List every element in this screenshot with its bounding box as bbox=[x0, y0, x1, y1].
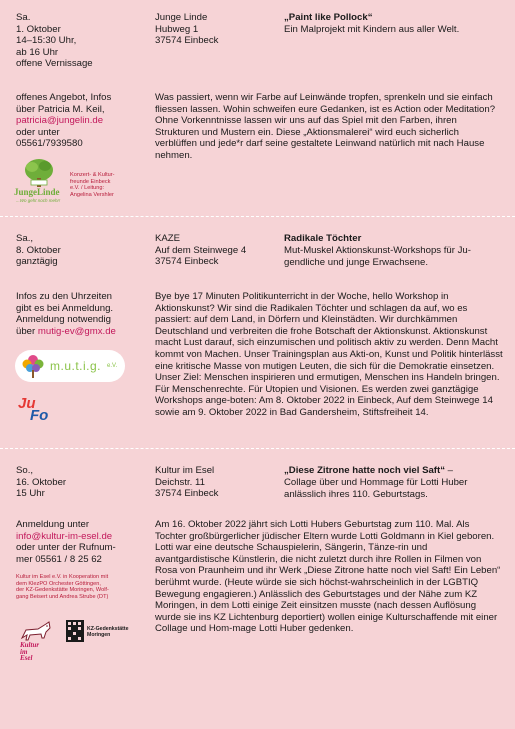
kz-gedenkstaette-logo: KZ-Gedenkstätte Moringen bbox=[66, 620, 146, 660]
event-description: Was passiert, wenn wir Farbe auf Leinwände tropfen, sprenkeln und sie einfach fliessen lassen. Wohin schweifen eure Gedanken, ist es Action oder Meditation? Ohne Vorkenntnisse lassen wir uns auf das Spiel mit den Farben, ihren Strukturen und Mustern ein. Diese „Aktionsmalerei“ wird euch sicherlich verblüffen und jede*r darf seine gestaltete Leinwand natürlich mit nach Hause nehmen. bbox=[155, 92, 496, 161]
event-info: Anmeldung unter info@kultur-im-esel.de oder unter der Rufnum- mer 05561 / 8 25 62 bbox=[16, 519, 116, 565]
event-info: offenes Angebot, Infos über Patricia M. Keil, patricia@jungelin.de oder unter 05561/7939580 bbox=[16, 92, 112, 150]
event-subtitle: Collage über und Hommage für Lotti Huber anlässlich ihres 110. Geburtstags. bbox=[284, 477, 468, 500]
event-subtitle: Mut-Muskel Aktionskunst-Workshops für Ju- gendliche und junge Erwachsene. bbox=[284, 245, 471, 268]
tree-icon bbox=[19, 352, 47, 380]
event-info: Infos zu den Uhrzeiten gibt es bei Anmeldung. Anmeldung notwendig über mutig-ev@gmx.de bbox=[16, 291, 116, 337]
junge-linde-logo: JungeLinde ...Wo geht noch mehr! bbox=[14, 158, 64, 204]
event-title: Radikale Töchter bbox=[284, 233, 362, 244]
kultur-im-esel-logo: Kultur im Esel bbox=[16, 620, 56, 664]
email-link[interactable]: mutig-ev@gmx.de bbox=[37, 325, 116, 337]
event-date: Sa. 1. Oktober 14–15:30 Uhr, ab 16 Uhr offene Vernissage bbox=[16, 12, 93, 70]
partner-note: Konzert- & Kultur- freunde Einbeck e.V. / Leitung: Angelina Vershler bbox=[70, 172, 115, 198]
mutig-logo: m.u.t.i.g. e.V. bbox=[15, 350, 125, 382]
event-title: „Paint like Pollock“ bbox=[284, 12, 373, 23]
tree-icon bbox=[14, 158, 64, 188]
divider bbox=[0, 448, 515, 449]
event-date: So., 16. Oktober 15 Uhr bbox=[16, 465, 67, 500]
partner-note: Kultur im Esel e.V. in Kooperation mit dem KlezPO Orchester Göttingen, der KZ-Gedenkstätte Moringen, Wolf- gang Beisert und Andrea Strube (DT) bbox=[16, 574, 109, 600]
event-subtitle: Ein Malprojekt mit Kindern aus aller Welt. bbox=[284, 24, 460, 35]
event-date: Sa., 8. Oktober ganztägig bbox=[16, 233, 61, 268]
divider bbox=[0, 216, 515, 217]
event-description: Am 16. Oktober 2022 jährt sich Lotti Hubers Geburtstag zum 110. Mal. Als Tochter großbürgerlicher jüdischer Eltern wurde Lotti Goldmann in Kiel geboren. Lotti war eine deutsche Schauspielerin, Sängerin, Tänze-rin und avantgardistische Künstlerin, die nicht zuletzt durch ihre Rollen in Filmen von Rosa von Praunheim und ihr Werk „Diese Zitrone hatte noch viel Saft! Ein Leben“ berühmt wurde. (Heute würde sie sich höchst-wahrscheinlich in der LGBTIQ Bewegung engagieren.) Anlässlich des Geburtstages und der Nähe zum KZ Moringen, in dem Lotti einige Zeit einsitzen musste (nach dessen Auflösung wurde sie ins KZ Lichtenburg deportiert) wollen einige Kulturschaffende mit einer Collage und Hom-mage Lotti Huber gedenken. bbox=[155, 519, 501, 635]
email-link[interactable]: info@kultur-im-esel.de bbox=[16, 530, 113, 542]
event-venue: Kultur im Esel Deichstr. 11 37574 Einbeck bbox=[155, 465, 219, 500]
email-link[interactable]: patricia@jungelin.de bbox=[16, 115, 104, 127]
memorial-icon bbox=[66, 620, 84, 642]
event-title: „Diese Zitrone hatte noch viel Saft“ – bbox=[284, 465, 454, 476]
event-venue: Junge Linde Hubweg 1 37574 Einbeck bbox=[155, 12, 219, 47]
event-venue: KAZE Auf dem Steinwege 4 37574 Einbeck bbox=[155, 233, 247, 268]
event-description: Bye bye 17 Minuten Politikunterricht in der Woche, hello Workshop in Aktionskunst? Wir sind die Radikalen Töchter und schlagen da auf, wo es passiert: auf dem Land, in Dörfern und Kleinstädten. Wir durchkämmen Deutschland und verbreiten die frohe Botschaft der Aktionskunst. Aktionskunst macht Lust darauf, sich einzumischen und politisch aktiv zu werden. Denn Macht kommt von Machen. Unser Trainingsplan aus Akti-on, Kunst und Politik hinterlässt eine kritische Masse von mutigen Leuten, die sich für die Demokratie einsetzen. Unser Ziel: Menschen inspirieren und ermutigen, Menschen ins Handeln bringen. Für Menschenrechte. Für Utopien und Visionen. Es werden zwei ganztägige Workshops ange-boten: Am 8. Oktober 2022 in Einbeck, Auf dem Steinwege 14 sowie am 9. Oktober 2022 in Bad Gandersheim, Stiftsfreiheit 14. bbox=[155, 291, 503, 418]
jufo-logo: Ju Fo bbox=[18, 395, 49, 424]
